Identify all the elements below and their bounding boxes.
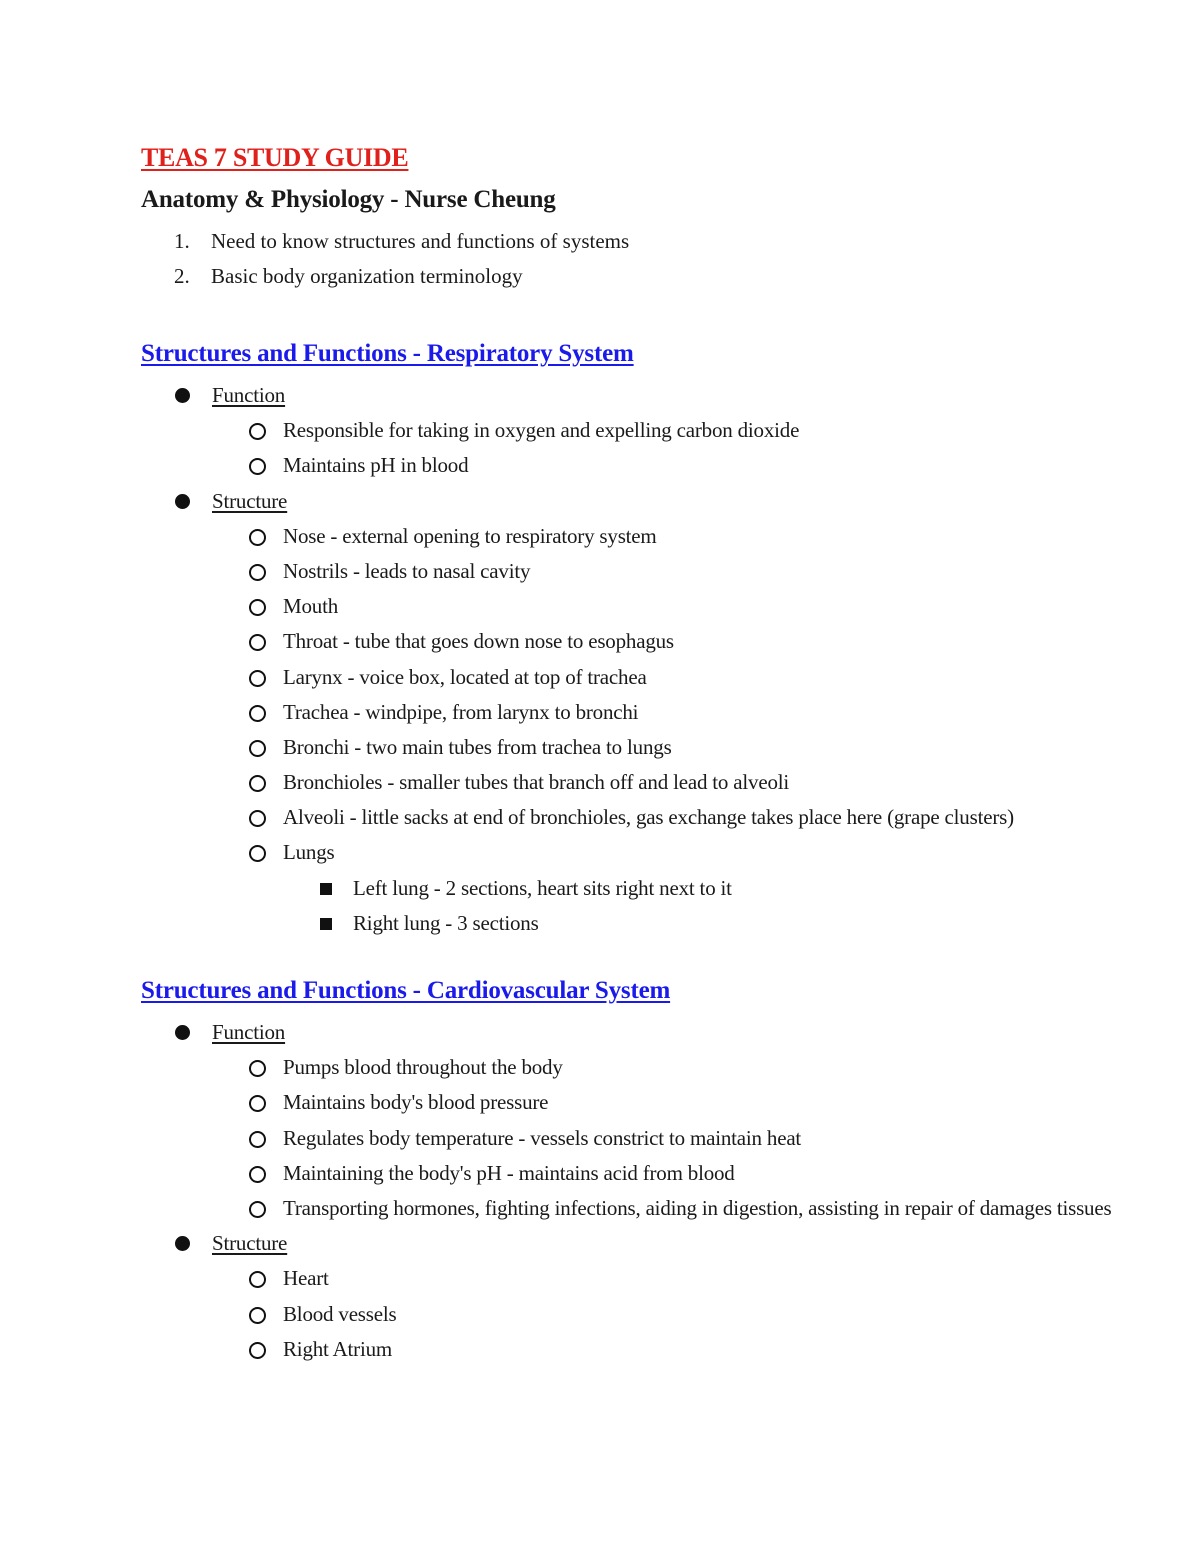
document-subtitle: Anatomy & Physiology - Nurse Cheung bbox=[141, 186, 556, 213]
list-item: Left lung - 2 sections, heart sits right next to it bbox=[141, 871, 1014, 906]
list-item: Bronchioles - smaller tubes that branch off and lead to alveoli bbox=[141, 765, 1014, 800]
list-item: Right Atrium bbox=[141, 1332, 1183, 1367]
square-bullet-icon bbox=[320, 918, 332, 930]
filled-circle-bullet-icon bbox=[175, 1025, 190, 1040]
list-item: Maintains body's blood pressure bbox=[141, 1085, 1183, 1120]
list-item: Throat - tube that goes down nose to esophagus bbox=[141, 624, 1014, 659]
document-title: TEAS 7 STUDY GUIDE bbox=[141, 143, 409, 172]
list-item: Function bbox=[141, 1015, 1183, 1050]
filled-circle-bullet-icon bbox=[175, 494, 190, 509]
list-item: Responsible for taking in oxygen and expelling carbon dioxide bbox=[141, 413, 1014, 448]
hollow-circle-bullet-icon bbox=[249, 1271, 266, 1288]
list-item: 2. Basic body organization terminology bbox=[174, 264, 523, 288]
hollow-circle-bullet-icon bbox=[249, 458, 266, 475]
hollow-circle-bullet-icon bbox=[249, 599, 266, 616]
hollow-circle-bullet-icon bbox=[249, 670, 266, 687]
hollow-circle-bullet-icon bbox=[249, 529, 266, 546]
list-item: Function bbox=[141, 378, 1014, 413]
list-item: Heart bbox=[141, 1261, 1183, 1296]
filled-circle-bullet-icon bbox=[175, 388, 190, 403]
list-item: Alveoli - little sacks at end of bronchioles, gas exchange takes place here (grape clusters) bbox=[141, 800, 1014, 835]
hollow-circle-bullet-icon bbox=[249, 423, 266, 440]
hollow-circle-bullet-icon bbox=[249, 705, 266, 722]
hollow-circle-bullet-icon bbox=[249, 1201, 266, 1218]
filled-circle-bullet-icon bbox=[175, 1236, 190, 1251]
hollow-circle-bullet-icon bbox=[249, 810, 266, 827]
list-item: Lungs bbox=[141, 835, 1014, 870]
cardiovascular-outline bbox=[141, 1015, 1183, 1367]
list-item: Maintaining the body's pH - maintains acid from blood bbox=[141, 1156, 1183, 1191]
list-item: Maintains pH in blood bbox=[141, 448, 1014, 483]
cardiovascular-heading-link[interactable]: Structures and Functions - Cardiovascular System bbox=[141, 977, 671, 1004]
list-item: Nose - external opening to respiratory system bbox=[141, 519, 1014, 554]
square-bullet-icon bbox=[320, 883, 332, 895]
list-item: Nostrils - leads to nasal cavity bbox=[141, 554, 1014, 589]
list-item: Structure bbox=[141, 1226, 1183, 1261]
intro-list bbox=[174, 224, 629, 294]
hollow-circle-bullet-icon bbox=[249, 1166, 266, 1183]
hollow-circle-bullet-icon bbox=[249, 740, 266, 757]
list-item: Blood vessels bbox=[141, 1297, 1183, 1332]
hollow-circle-bullet-icon bbox=[249, 634, 266, 651]
hollow-circle-bullet-icon bbox=[249, 1060, 266, 1077]
hollow-circle-bullet-icon bbox=[249, 1342, 266, 1359]
list-item: Larynx - voice box, located at top of trachea bbox=[141, 660, 1014, 695]
hollow-circle-bullet-icon bbox=[249, 1307, 266, 1324]
hollow-circle-bullet-icon bbox=[249, 564, 266, 581]
hollow-circle-bullet-icon bbox=[249, 845, 266, 862]
list-item: Regulates body temperature - vessels constrict to maintain heat bbox=[141, 1121, 1183, 1156]
hollow-circle-bullet-icon bbox=[249, 775, 266, 792]
hollow-circle-bullet-icon bbox=[249, 1131, 266, 1148]
list-item: Trachea - windpipe, from larynx to bronchi bbox=[141, 695, 1014, 730]
respiratory-heading-link[interactable]: Structures and Functions - Respiratory System bbox=[141, 340, 634, 367]
hollow-circle-bullet-icon bbox=[249, 1095, 266, 1112]
respiratory-outline bbox=[141, 378, 1014, 941]
list-item: Mouth bbox=[141, 589, 1014, 624]
list-item: Bronchi - two main tubes from trachea to lungs bbox=[141, 730, 1014, 765]
list-item: 1. Need to know structures and functions of systems bbox=[174, 229, 630, 253]
list-item: Right lung - 3 sections bbox=[141, 906, 1014, 941]
list-item: Structure bbox=[141, 484, 1014, 519]
list-item: Transporting hormones, fighting infections, aiding in digestion, assisting in repair of damages tissues bbox=[141, 1191, 1183, 1226]
list-item: Pumps blood throughout the body bbox=[141, 1050, 1183, 1085]
